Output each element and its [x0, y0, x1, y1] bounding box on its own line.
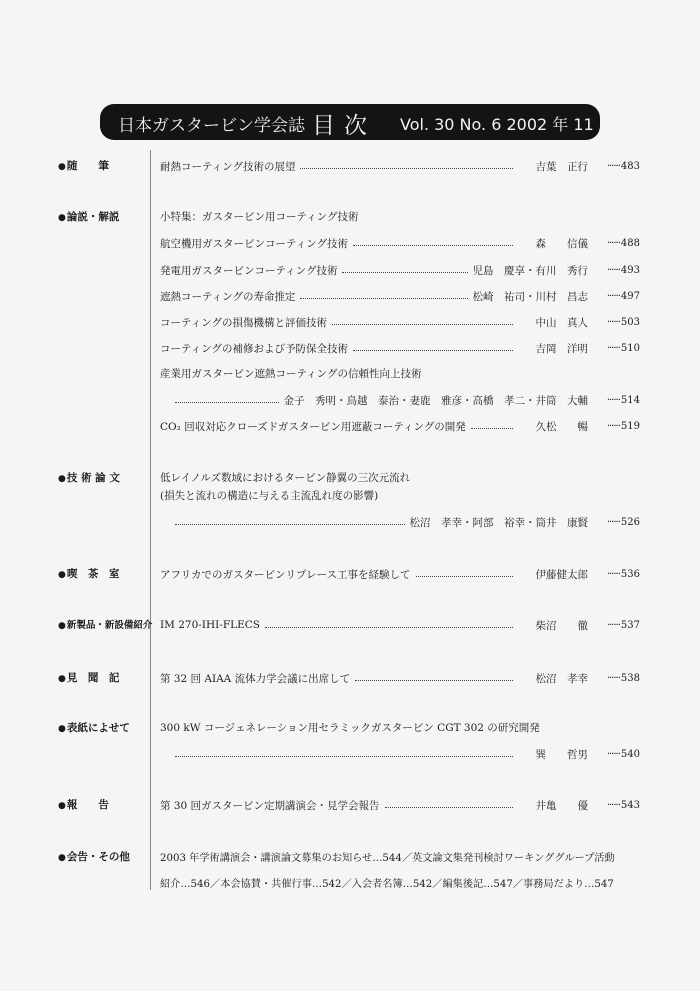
toc-entry[interactable] [160, 314, 640, 330]
entry-page: ······ 493 [588, 265, 640, 276]
notice-text: 2003 年学術講演会・講演論文募集のお知らせ…544／英文論文集発刊検討ワーキンググループ活動 [160, 853, 615, 864]
toc-entry[interactable] [160, 418, 640, 434]
entry-page: ······ 510 [588, 343, 640, 354]
toc-entry[interactable] [160, 235, 640, 251]
entry-author: 金子 秀明・鳥越 泰治・妻鹿 雅彦・高橋 孝二・井筒 大輔 [283, 394, 588, 407]
society-name: 日本ガスタービン学会誌 [118, 116, 305, 136]
entry-page: ······ 488 [588, 238, 640, 249]
entry-title: 遮熱コーティングの寿命推定 [160, 290, 296, 303]
entry-title: アフリカでのガスタービンリプレース工事を経験して [160, 568, 411, 581]
toc-entry[interactable] [160, 340, 640, 356]
toc-entry[interactable] [175, 514, 640, 530]
entry-page: ······ 536 [588, 569, 640, 580]
toc-entry[interactable] [175, 392, 640, 408]
section-label: ●喫 茶 室 [58, 568, 120, 580]
toc-entry[interactable] [160, 617, 640, 633]
bullet-icon: ● [58, 474, 66, 484]
entry-author: 児島 慶享・有川 秀行 [472, 264, 588, 277]
entry-page: ······ 540 [588, 749, 640, 760]
column-divider [150, 150, 151, 890]
entry-page: ······ 537 [588, 620, 640, 631]
entry-title: 第 30 回ガスタービン定期講演会・見学会報告 [160, 799, 380, 812]
entry-author: 井亀 優 [535, 799, 588, 812]
toc-entry[interactable] [160, 158, 640, 174]
entry-page: ······ 514 [588, 395, 640, 406]
bullet-icon: ● [58, 162, 66, 172]
header-banner [100, 104, 615, 140]
bullet-icon: ● [58, 724, 66, 734]
toc-entry[interactable] [160, 670, 640, 686]
entry-author: 伊藤健太郎 [535, 568, 588, 581]
notice-text: 紹介…546／本会協賛・共催行事…542／入会者名簿…542／編集後記…547／事務局だより…547 [160, 879, 614, 890]
entry-page: ······ 483 [588, 161, 640, 172]
toc-entry[interactable] [175, 746, 640, 762]
entry-author: 松沼 孝幸 [535, 672, 588, 685]
entry-title: 航空機用ガスタービンコーティング技術 [160, 237, 348, 250]
bullet-icon: ● [58, 853, 66, 863]
entry-title: CO₂ 回収対応クローズドガスタービン用遮蔽コーティングの開発 [160, 420, 466, 433]
entry-title: IM 270-IHI-FLECS [160, 619, 260, 631]
entry-page: ······ 497 [588, 291, 640, 302]
section-label: ●会告・その他 [58, 851, 130, 863]
entry-title: 第 32 回 AIAA 流体力学会議に出席して [160, 672, 351, 685]
issue-info: Vol. 30 No. 6 2002 年 11 月 [400, 115, 615, 134]
entry-title: 発電用ガスタービンコーティング技術 [160, 264, 338, 277]
entry-page: ······ 519 [588, 421, 640, 432]
entry-author: 森 信儀 [535, 237, 588, 250]
entry-author: 巽 哲男 [535, 748, 588, 761]
entry-page: ······ 526 [588, 517, 640, 528]
entry-title: 低レイノルズ数域におけるタービン静翼の三次元流れ [160, 472, 411, 484]
entry-page: ······ 538 [588, 673, 640, 684]
toc-entry[interactable] [160, 288, 640, 304]
bullet-icon: ● [58, 213, 66, 223]
entry-author: 中山 真人 [535, 316, 588, 329]
entry-title: コーティングの補修および予防保全技術 [160, 342, 348, 355]
bullet-icon: ● [58, 621, 66, 631]
entry-title: 耐熱コーティング技術の展望 [160, 160, 296, 173]
section-label: ●表紙によせて [58, 722, 130, 734]
entry-page: ······ 503 [588, 317, 640, 328]
entry-title: 300 kW コージェネレーション用セラミックガスタービン CGT 302 の研究開発 [160, 722, 540, 734]
entry-author: 吉岡 洋明 [535, 342, 588, 355]
bullet-icon: ● [58, 801, 66, 811]
entry-author: 柴沼 徹 [535, 619, 588, 632]
entry-page: ······ 543 [588, 800, 640, 811]
entry-author: 久松 暢 [535, 420, 588, 433]
toc-entry[interactable] [160, 262, 640, 278]
section-label: ●技 術 論 文 [58, 472, 120, 484]
toc-entry[interactable] [160, 566, 640, 582]
entry-author: 吉葉 正行 [535, 160, 588, 173]
bullet-icon: ● [58, 674, 66, 684]
page-title: 目次 [312, 113, 376, 139]
entry-author: 松崎 祐司・川村 昌志 [472, 290, 588, 303]
entry-subtitle: (損失と流れの構造に与える主流乱れ度の影響) [160, 490, 379, 502]
entry-title: 産業用ガスタービン遮熱コーティングの信頼性向上技術 [160, 368, 422, 380]
entry-title: コーティングの損傷機構と評価技術 [160, 316, 327, 329]
section-label: ●報 告 [58, 799, 109, 811]
section-label: ●新製品・新設備紹介 [58, 620, 153, 631]
feature-heading: 小特集：ガスタービン用コーティング技術 [160, 211, 359, 223]
section-label: ●見 聞 記 [58, 672, 120, 684]
section-label: ●随 筆 [58, 160, 109, 172]
bullet-icon: ● [58, 570, 66, 580]
entry-author: 松沼 孝幸・阿部 裕幸・筒井 康賢 [409, 516, 588, 529]
toc-entry[interactable] [160, 797, 640, 813]
section-label: ●論説・解説 [58, 211, 120, 223]
